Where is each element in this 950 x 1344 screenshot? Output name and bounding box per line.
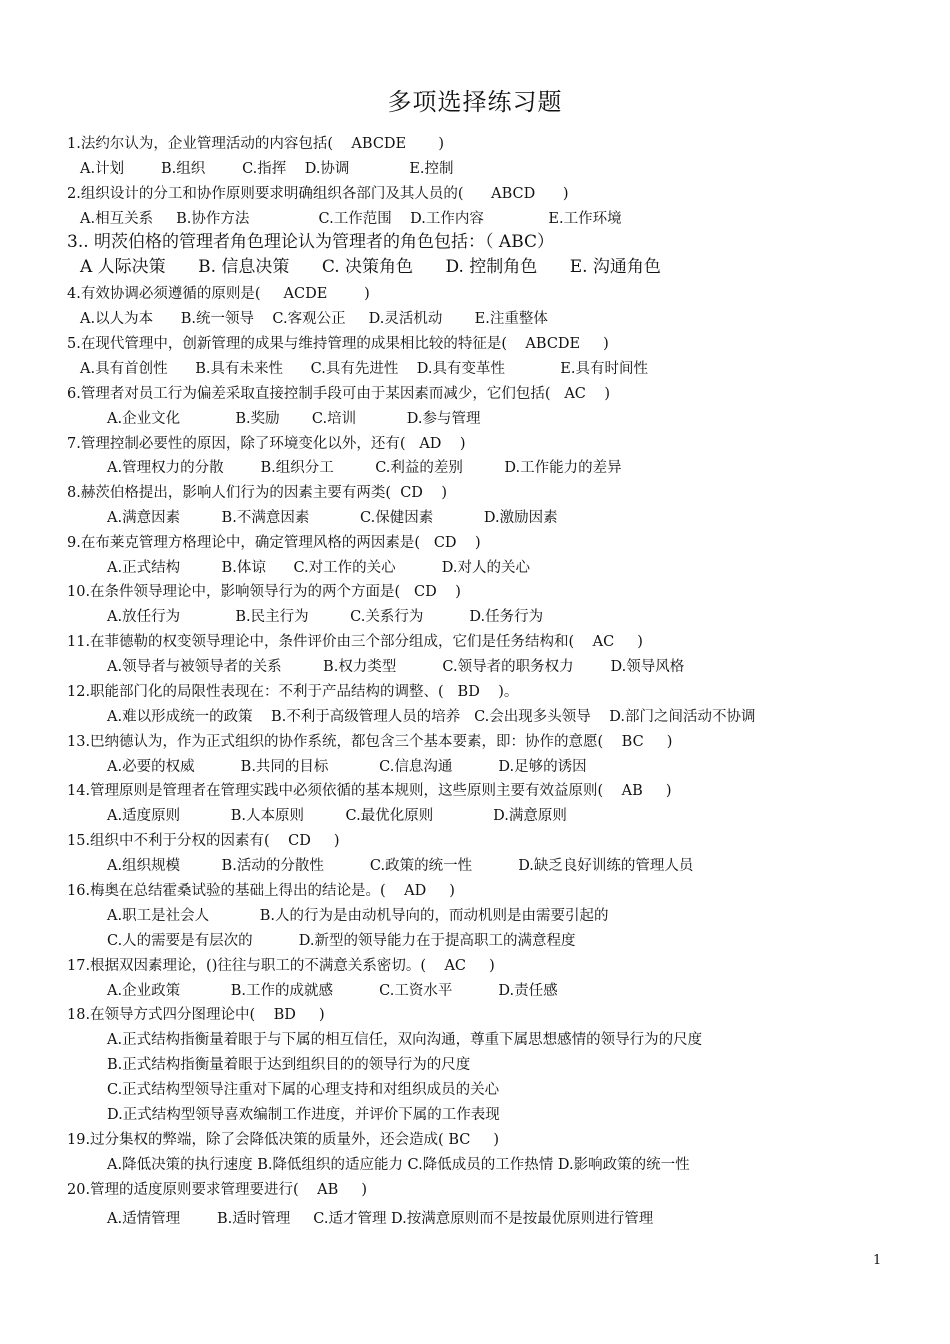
question-20-options: A.适情管理 B.适时管理 C.适才管理 D.按满意原则而不是按最优原则进行管理 [107, 1211, 654, 1227]
question-16-options-cd: C.人的需要是有层次的 D.新型的领导能力在于提高职工的满意程度 [107, 933, 576, 949]
question-19-options: A.降低决策的执行速度 B.降低组织的适应能力 C.降低成员的工作热情 D.影响政策的统一性 [107, 1157, 690, 1173]
question-15: 15.组织中不利于分权的因素有( CD ) [67, 833, 340, 849]
question-8: 8.赫茨伯格提出，影响人们行为的因素主要有两类( CD ) [67, 485, 448, 501]
question-18: 18.在领导方式四分图理论中( BD ) [67, 1007, 325, 1023]
question-17-options: A.企业政策 B.工作的成就感 C.工资水平 D.责任感 [107, 983, 558, 999]
question-8-options: A.满意因素 B.不满意因素 C.保健因素 D.激励因素 [107, 510, 558, 526]
question-5: 5.在现代管理中，创新管理的成果与维持管理的成果相比较的特征是( ABCDE ) [67, 336, 609, 352]
page-title: 多项选择练习题 [387, 88, 563, 116]
question-18-option-c: C.正式结构型领导注重对下属的心理支持和对组织成员的关心 [107, 1082, 500, 1098]
question-12: 12.职能部门化的局限性表现在：不利于产品结构的调整、( BD )。 [67, 684, 519, 700]
question-10-options: A.放任行为 B.民主行为 C.关系行为 D.任务行为 [107, 609, 544, 625]
question-1: 1.法约尔认为，企业管理活动的内容包括( ABCDE ) [67, 136, 445, 152]
question-6-options: A.企业文化 B.奖励 C.培训 D.参与管理 [107, 411, 481, 427]
question-4-options: A.以人为本 B.统一领导 C.客观公正 D.灵活机动 E.注重整体 [80, 311, 548, 327]
question-6: 6.管理者对员工行为偏差采取直接控制手段可由于某因素而减少，它们包括( AC ) [67, 386, 610, 402]
question-17: 17.根据双因素理论，()往往与职工的不满意关系密切。( AC ) [67, 958, 495, 974]
question-3: 3.. 明茨伯格的管理者角色理论认为管理者的角色包括：（ ABC） [67, 232, 555, 252]
question-10: 10.在条件领导理论中，影响领导行为的两个方面是( CD ) [67, 584, 461, 600]
question-2-options: A.相互关系 B.协作方法 C.工作范围 D.工作内容 E.工作环境 [80, 211, 622, 227]
question-9: 9.在布莱克管理方格理论中，确定管理风格的两因素是( CD ) [67, 535, 481, 551]
question-3-options: A 人际决策 B. 信息决策 C. 决策角色 D. 控制角色 E. 沟通角色 [80, 257, 661, 277]
question-13-options: A.必要的权威 B.共同的目标 C.信息沟通 D.足够的诱因 [107, 759, 587, 775]
question-18-option-d: D.正式结构型领导喜欢编制工作进度，并评价下属的工作表现 [107, 1107, 500, 1123]
question-14: 14.管理原则是管理者在管理实践中必须依循的基本规则，这些原则主要有效益原则( AB ) [67, 783, 672, 799]
question-16: 16.梅奥在总结霍桑试验的基础上得出的结论是。( AD ) [67, 883, 455, 899]
question-18-option-a: A.正式结构指衡量着眼于与下属的相互信任，双向沟通，尊重下属思想感情的领导行为的尺度 [107, 1032, 703, 1048]
page-number: 1 [873, 1253, 882, 1268]
question-15-options: A.组织规模 B.活动的分散性 C.政策的统一性 D.缺乏良好训练的管理人员 [107, 858, 694, 874]
question-7: 7.管理控制必要性的原因，除了环境变化以外，还有( AD ) [67, 436, 466, 452]
question-11-options: A.领导者与被领导者的关系 B.权力类型 C.领导者的职务权力 D.领导风格 [107, 659, 685, 675]
question-19: 19.过分集权的弊端，除了会降低决策的质量外，还会造成( BC ) [67, 1132, 500, 1148]
question-7-options: A.管理权力的分散 B.组织分工 C.利益的差别 D.工作能力的差异 [107, 460, 622, 476]
question-16-options-ab: A.职工是社会人 B.人的行为是由动机导向的，而动机则是由需要引起的 [107, 908, 609, 924]
question-13: 13.巴纳德认为，作为正式组织的协作系统，都包含三个基本要素，即：协作的意愿( BC ) [67, 734, 673, 750]
question-12-options: A.难以形成统一的政策 B.不利于高级管理人员的培养 C.会出现多头领导 D.部门之间活动不协调 [107, 709, 756, 725]
question-20: 20.管理的适度原则要求管理要进行( AB ) [67, 1182, 367, 1198]
question-18-option-b: B.正式结构指衡量着眼于达到组织目的的领导行为的尺度 [107, 1057, 471, 1073]
question-2: 2.组织设计的分工和协作原则要求明确组织各部门及其人员的( ABCD ) [67, 186, 569, 202]
question-1-options: A.计划 B.组织 C.指挥 D.协调 E.控制 [80, 161, 454, 177]
question-11: 11.在菲德勒的权变领导理论中，条件评价由三个部分组成，它们是任务结构和( AC ) [67, 634, 643, 650]
question-9-options: A.正式结构 B.体谅 C.对工作的关心 D.对人的关心 [107, 560, 530, 576]
question-5-options: A.具有首创性 B.具有未来性 C.具有先进性 D.具有变革性 E.具有时间性 [80, 361, 648, 377]
question-4: 4.有效协调必须遵循的原则是( ACDE ) [67, 286, 370, 302]
question-14-options: A.适度原则 B.人本原则 C.最优化原则 D.满意原则 [107, 808, 567, 824]
